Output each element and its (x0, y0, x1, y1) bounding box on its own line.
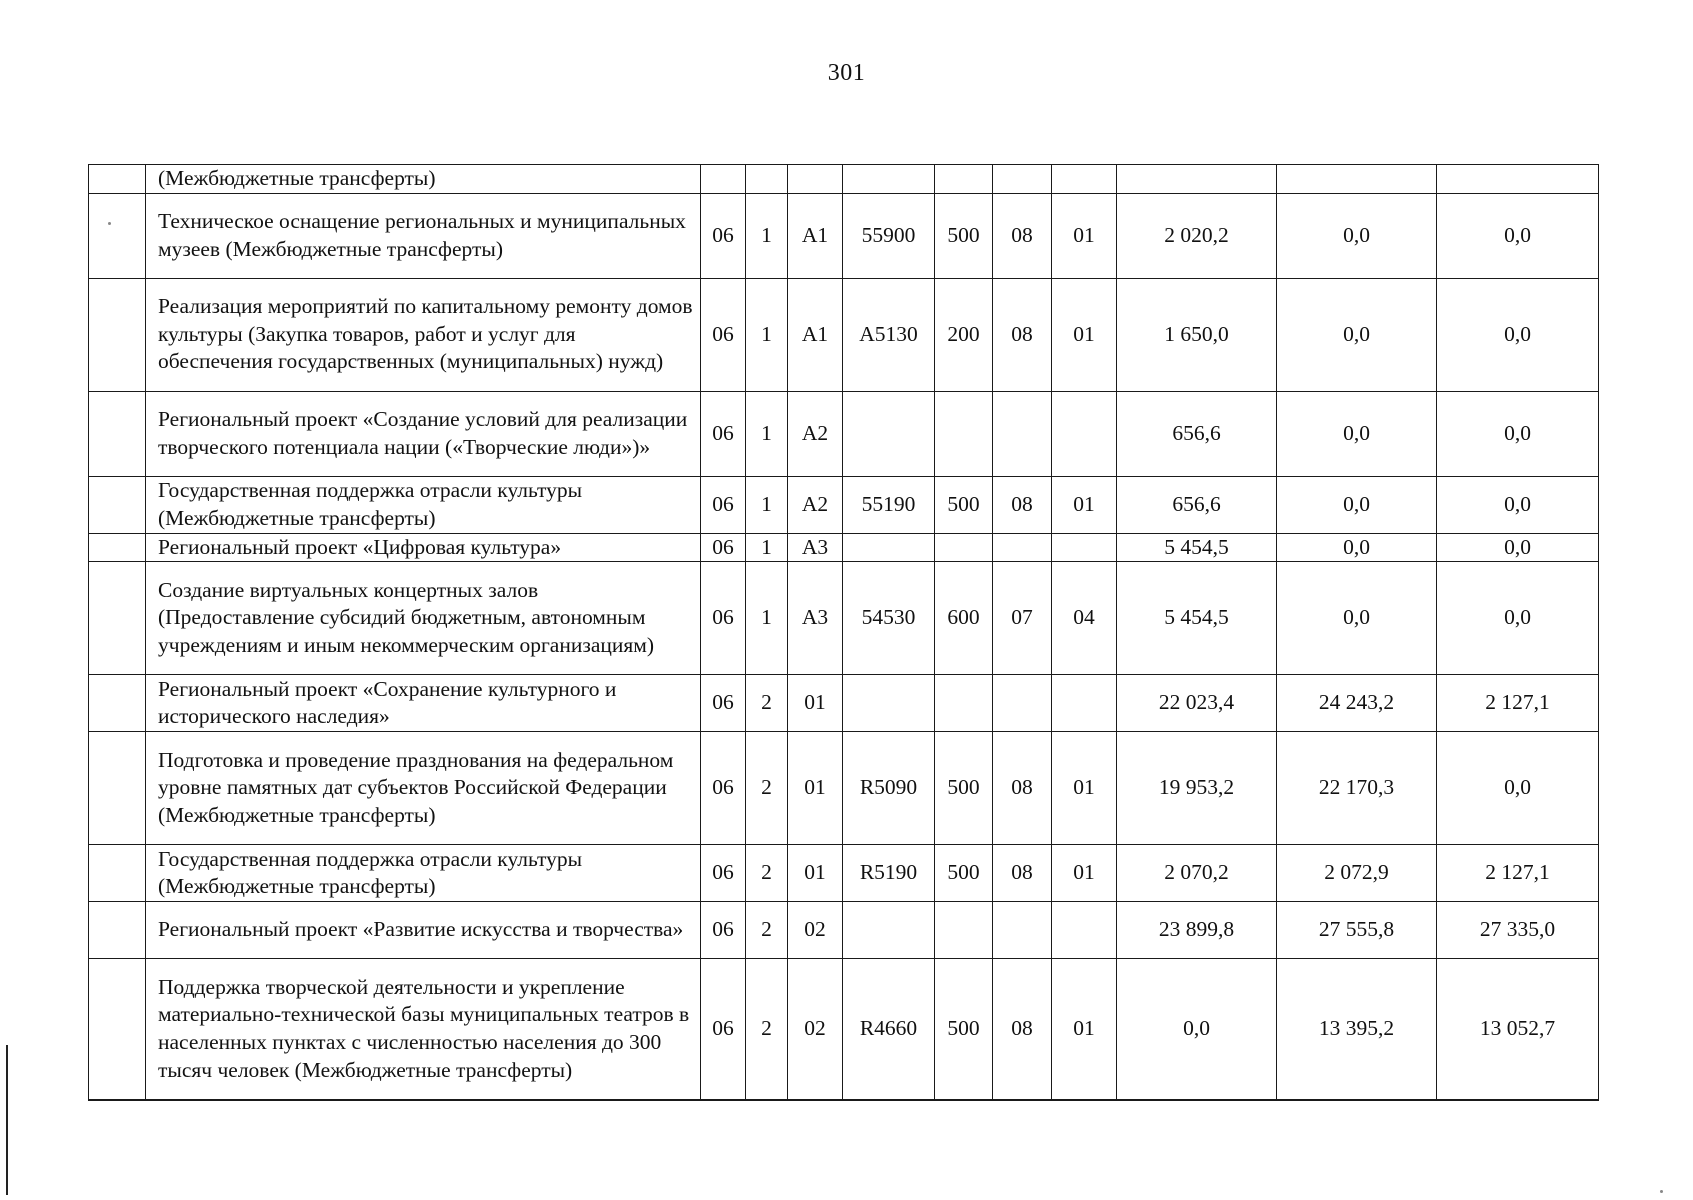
code-cell: 2 (746, 675, 788, 732)
code-cell (935, 902, 993, 959)
code-cell: A2 (788, 476, 843, 533)
row-name: Государственная поддержка отрасли культуры (Межбюджетные трансферты) (146, 476, 701, 533)
amount-cell (1117, 165, 1277, 194)
code-cell: R5090 (843, 732, 935, 845)
code-cell: 200 (935, 278, 993, 391)
amount-cell: 13 395,2 (1277, 959, 1437, 1100)
page-number: 301 (827, 60, 866, 86)
table-row (89, 732, 1599, 845)
row-name: (Межбюджетные трансферты) (146, 165, 701, 194)
code-cell (993, 675, 1052, 732)
code-cell: 06 (701, 732, 746, 845)
amount-cell: 0,0 (1277, 193, 1437, 278)
code-cell: A1 (788, 193, 843, 278)
amount-cell: 1 650,0 (1117, 278, 1277, 391)
code-cell: 06 (701, 845, 746, 902)
amount-cell: 0,0 (1277, 391, 1437, 476)
code-cell: R5190 (843, 845, 935, 902)
code-cell: 2 (746, 959, 788, 1100)
code-cell: 01 (788, 732, 843, 845)
budget-table (88, 164, 1599, 1101)
table-row (89, 476, 1599, 533)
code-cell: 55190 (843, 476, 935, 533)
code-cell (1052, 165, 1117, 194)
code-cell: 1 (746, 278, 788, 391)
code-cell (935, 675, 993, 732)
amount-cell: 23 899,8 (1117, 902, 1277, 959)
row-blank-cell (89, 193, 146, 278)
amount-cell: 0,0 (1437, 562, 1599, 675)
table-row (89, 845, 1599, 902)
amount-cell: 19 953,2 (1117, 732, 1277, 845)
row-blank-cell (89, 533, 146, 562)
table-row (89, 959, 1599, 1100)
code-cell: 01 (1052, 193, 1117, 278)
code-cell: 500 (935, 732, 993, 845)
code-cell: 08 (993, 732, 1052, 845)
amount-cell: 2 072,9 (1277, 845, 1437, 902)
table-row (89, 391, 1599, 476)
code-cell: 500 (935, 476, 993, 533)
code-cell: 54530 (843, 562, 935, 675)
code-cell: 01 (1052, 278, 1117, 391)
code-cell (993, 902, 1052, 959)
row-blank-cell (89, 845, 146, 902)
code-cell: 01 (1052, 959, 1117, 1100)
amount-cell: 2 127,1 (1437, 845, 1599, 902)
amount-cell (1277, 165, 1437, 194)
amount-cell: 0,0 (1277, 533, 1437, 562)
scan-speck (108, 222, 111, 225)
table-row (89, 533, 1599, 562)
code-cell: R4660 (843, 959, 935, 1100)
code-cell: 08 (993, 193, 1052, 278)
code-cell: 500 (935, 845, 993, 902)
table-row (89, 193, 1599, 278)
code-cell: 02 (788, 959, 843, 1100)
row-blank-cell (89, 562, 146, 675)
code-cell (843, 675, 935, 732)
amount-cell: 5 454,5 (1117, 533, 1277, 562)
code-cell: 02 (788, 902, 843, 959)
code-cell (1052, 391, 1117, 476)
table-row (89, 902, 1599, 959)
row-name: Региональный проект «Сохранение культурного и исторического наследия» (146, 675, 701, 732)
amount-cell: 0,0 (1437, 278, 1599, 391)
code-cell: 1 (746, 533, 788, 562)
code-cell: 1 (746, 193, 788, 278)
amount-cell: 0,0 (1437, 391, 1599, 476)
code-cell (788, 165, 843, 194)
row-blank-cell (89, 476, 146, 533)
code-cell (1052, 675, 1117, 732)
amount-cell: 27 555,8 (1277, 902, 1437, 959)
code-cell: A1 (788, 278, 843, 391)
code-cell (1052, 902, 1117, 959)
amount-cell: 0,0 (1117, 959, 1277, 1100)
code-cell (993, 533, 1052, 562)
amount-cell: 0,0 (1277, 278, 1437, 391)
code-cell: 1 (746, 476, 788, 533)
code-cell: 55900 (843, 193, 935, 278)
code-cell: 2 (746, 732, 788, 845)
row-blank-cell (89, 732, 146, 845)
code-cell: 06 (701, 533, 746, 562)
code-cell: 07 (993, 562, 1052, 675)
code-cell: 06 (701, 278, 746, 391)
code-cell (701, 165, 746, 194)
code-cell: 08 (993, 476, 1052, 533)
code-cell (843, 165, 935, 194)
code-cell (935, 165, 993, 194)
code-cell: 06 (701, 193, 746, 278)
row-blank-cell (89, 959, 146, 1100)
code-cell: 01 (788, 845, 843, 902)
scan-speck (1660, 1190, 1663, 1193)
row-name: Региональный проект «Создание условий для реализации творческого потенциала нации («Творческие люди»)» (146, 391, 701, 476)
code-cell: 2 (746, 845, 788, 902)
code-cell: 08 (993, 845, 1052, 902)
amount-cell: 0,0 (1437, 193, 1599, 278)
amount-cell: 0,0 (1437, 533, 1599, 562)
code-cell: 01 (1052, 845, 1117, 902)
amount-cell: 0,0 (1277, 562, 1437, 675)
code-cell (935, 391, 993, 476)
code-cell: 500 (935, 959, 993, 1100)
code-cell: 01 (788, 675, 843, 732)
row-name: Государственная поддержка отрасли культуры (Межбюджетные трансферты) (146, 845, 701, 902)
code-cell: 06 (701, 476, 746, 533)
row-name: Поддержка творческой деятельности и укрепление материально-технической базы муниципальных театров в населенных пунктах с численностью населения до 300 тысяч человек (Межбюджетные трансферты) (146, 959, 701, 1100)
amount-cell: 22 023,4 (1117, 675, 1277, 732)
row-name: Региональный проект «Развитие искусства и творчества» (146, 902, 701, 959)
amount-cell: 22 170,3 (1277, 732, 1437, 845)
row-name: Подготовка и проведение празднования на федеральном уровне памятных дат субъектов Российской Федерации (Межбюджетные трансферты) (146, 732, 701, 845)
amount-cell: 0,0 (1277, 476, 1437, 533)
code-cell: 600 (935, 562, 993, 675)
row-name: Реализация мероприятий по капитальному ремонту домов культуры (Закупка товаров, работ и услуг для обеспечения государственных (муниципальных) нужд) (146, 278, 701, 391)
code-cell: 01 (1052, 476, 1117, 533)
amount-cell: 0,0 (1437, 732, 1599, 845)
amount-cell: 2 127,1 (1437, 675, 1599, 732)
amount-cell: 2 070,2 (1117, 845, 1277, 902)
row-name: Создание виртуальных концертных залов (Предоставление субсидий бюджетным, автономным учреждениям и иным некоммерческим организациям) (146, 562, 701, 675)
row-blank-cell (89, 902, 146, 959)
code-cell: 08 (993, 278, 1052, 391)
code-cell: 06 (701, 562, 746, 675)
amount-cell (1437, 165, 1599, 194)
code-cell (993, 391, 1052, 476)
amount-cell: 656,6 (1117, 476, 1277, 533)
code-cell: 1 (746, 562, 788, 675)
code-cell: 06 (701, 675, 746, 732)
code-cell: 06 (701, 391, 746, 476)
code-cell: A2 (788, 391, 843, 476)
code-cell: 1 (746, 391, 788, 476)
code-cell: 2 (746, 902, 788, 959)
amount-cell: 24 243,2 (1277, 675, 1437, 732)
table-row (89, 165, 1599, 194)
amount-cell: 0,0 (1437, 476, 1599, 533)
code-cell: 04 (1052, 562, 1117, 675)
table-row (89, 562, 1599, 675)
code-cell: A3 (788, 562, 843, 675)
code-cell (1052, 533, 1117, 562)
code-cell (843, 391, 935, 476)
row-name: Региональный проект «Цифровая культура» (146, 533, 701, 562)
row-blank-cell (89, 675, 146, 732)
code-cell: 06 (701, 959, 746, 1100)
row-blank-cell (89, 278, 146, 391)
table-row (89, 278, 1599, 391)
amount-cell: 13 052,7 (1437, 959, 1599, 1100)
code-cell (843, 902, 935, 959)
code-cell (746, 165, 788, 194)
amount-cell: 27 335,0 (1437, 902, 1599, 959)
code-cell: 08 (993, 959, 1052, 1100)
amount-cell: 5 454,5 (1117, 562, 1277, 675)
code-cell: A3 (788, 533, 843, 562)
code-cell: 01 (1052, 732, 1117, 845)
code-cell: 500 (935, 193, 993, 278)
code-cell (993, 165, 1052, 194)
code-cell (843, 533, 935, 562)
code-cell: A5130 (843, 278, 935, 391)
code-cell: 06 (701, 902, 746, 959)
amount-cell: 656,6 (1117, 391, 1277, 476)
row-blank-cell (89, 391, 146, 476)
row-name: Техническое оснащение региональных и муниципальных музеев (Межбюджетные трансферты) (146, 193, 701, 278)
code-cell (935, 533, 993, 562)
scan-edge-mark (6, 1045, 8, 1195)
row-blank-cell (89, 165, 146, 194)
table-row (89, 675, 1599, 732)
amount-cell: 2 020,2 (1117, 193, 1277, 278)
